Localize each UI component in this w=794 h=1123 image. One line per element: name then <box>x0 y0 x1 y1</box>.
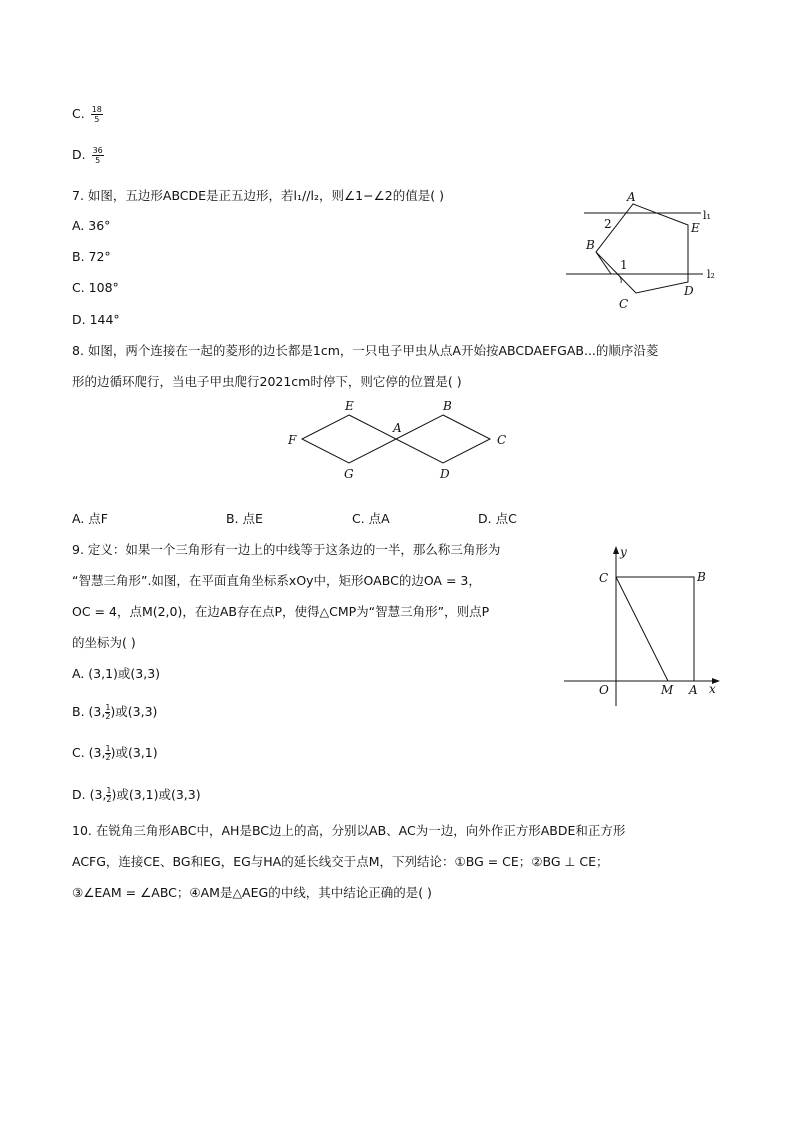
label-E: E <box>691 221 700 235</box>
q10-question-line3: ③∠EAM = ∠ABC；④AM是△AEG的中线，其中结论正确的是( ) <box>72 885 432 900</box>
q9-option-c-suffix: )或(3,1) <box>110 745 158 760</box>
q9-question-line2: “智慧三角形”.如图，在平面直角坐标系xOy中，矩形OABC的边OA = 3， <box>72 573 481 588</box>
q7-option-d: D. 144° <box>72 312 120 327</box>
q7-option-c: C. 108° <box>72 280 119 295</box>
q8-option-a: A. 点F <box>72 511 108 526</box>
q8-option-d: D. 点C <box>478 511 517 526</box>
q6-option-c-denominator: 5 <box>94 115 100 124</box>
q9-option-c-numerator: 1 <box>105 744 111 753</box>
q7-option-a: A. 36° <box>72 218 111 233</box>
label-l1: l₁ <box>703 209 711 222</box>
q9-question-line4: 的坐标为( ) <box>72 635 136 650</box>
q7-question: 7. 如图，五边形ABCDE是正五边形，若l₁//l₂，则∠1−∠2的值是( ) <box>72 188 444 203</box>
rectangle-oabc <box>616 577 694 681</box>
label-C: C <box>619 297 629 311</box>
segment-cm <box>616 577 668 681</box>
label-B: B <box>586 238 595 252</box>
label-B: B <box>697 570 706 584</box>
label-A: A <box>689 683 698 697</box>
q8-option-c: C. 点A <box>352 511 390 526</box>
q10-question-line1: 10. 在锐角三角形ABC中，AH是BC边上的高，分别以AB、AC为一边，向外作正方形ABDE和正方形 <box>72 823 626 838</box>
q9-option-b-numerator: 1 <box>105 703 111 712</box>
label-E: E <box>345 399 354 413</box>
q6-option-d-denominator: 5 <box>95 156 101 165</box>
q6-option-d-label: D. <box>72 147 86 162</box>
label-G: G <box>344 467 354 481</box>
q9-option-b-prefix: B. (3, <box>72 704 106 719</box>
angle-label-2: 2 <box>604 217 612 231</box>
label-A: A <box>627 190 636 204</box>
q7-option-b: B. 72° <box>72 249 111 264</box>
angle-label-1: 1 <box>620 258 628 272</box>
label-M: M <box>661 683 674 697</box>
label-B: B <box>443 399 452 413</box>
label-A: A <box>393 421 402 435</box>
label-F: F <box>288 433 297 447</box>
q6-option-d-numerator: 36 <box>92 146 103 155</box>
label-l2: l₂ <box>707 268 715 281</box>
label-C: C <box>497 433 507 447</box>
q9-option-b-denominator: 2 <box>105 712 111 721</box>
q8-question-line1: 8. 如图，两个连接在一起的菱形的边长都是1cm，一只电子甲虫从点A开始按ABCDAEFGAB...的顺序沿菱 <box>72 343 659 358</box>
y-axis-arrow <box>613 546 619 554</box>
label-D: D <box>684 284 694 298</box>
q9-option-a: A. (3,1)或(3,3) <box>72 666 161 681</box>
label-y: y <box>620 545 627 559</box>
label-O: O <box>599 683 609 697</box>
q10-question-line2: ACFG，连接CE、BG和EG，EG与HA的延长线交于点M，下列结论：①BG = CE；②BG ⊥ CE； <box>72 854 609 869</box>
q8-question-line2: 形的边循环爬行，当电子甲虫爬行2021cm时停下，则它停的位置是( ) <box>72 374 462 389</box>
q9-option-d-denominator: 2 <box>106 795 112 804</box>
q6-option-c-numerator: 18 <box>91 105 102 114</box>
q9-option-d-suffix: )或(3,1)或(3,3) <box>111 787 201 802</box>
q6-option-c-label: C. <box>72 106 85 121</box>
q9-question-line1: 9. 定义：如果一个三角形有一边上的中线等于这条边的一半，那么称三角形为 <box>72 542 501 557</box>
q9-option-d-prefix: D. (3, <box>72 787 107 802</box>
q9-option-b-suffix: )或(3,3) <box>110 704 158 719</box>
q9-option-c-prefix: C. (3, <box>72 745 106 760</box>
label-C: C <box>599 571 609 585</box>
q8-option-b: B. 点E <box>226 511 263 526</box>
q9-option-c-denominator: 2 <box>105 753 111 762</box>
q9-question-line3: OC = 4，点M(2,0)，在边AB存在点P，使得△CMP为“智慧三角形”，则点P <box>72 604 490 619</box>
label-D: D <box>440 467 450 481</box>
label-x: x <box>709 682 716 696</box>
q9-option-d-numerator: 1 <box>106 786 112 795</box>
